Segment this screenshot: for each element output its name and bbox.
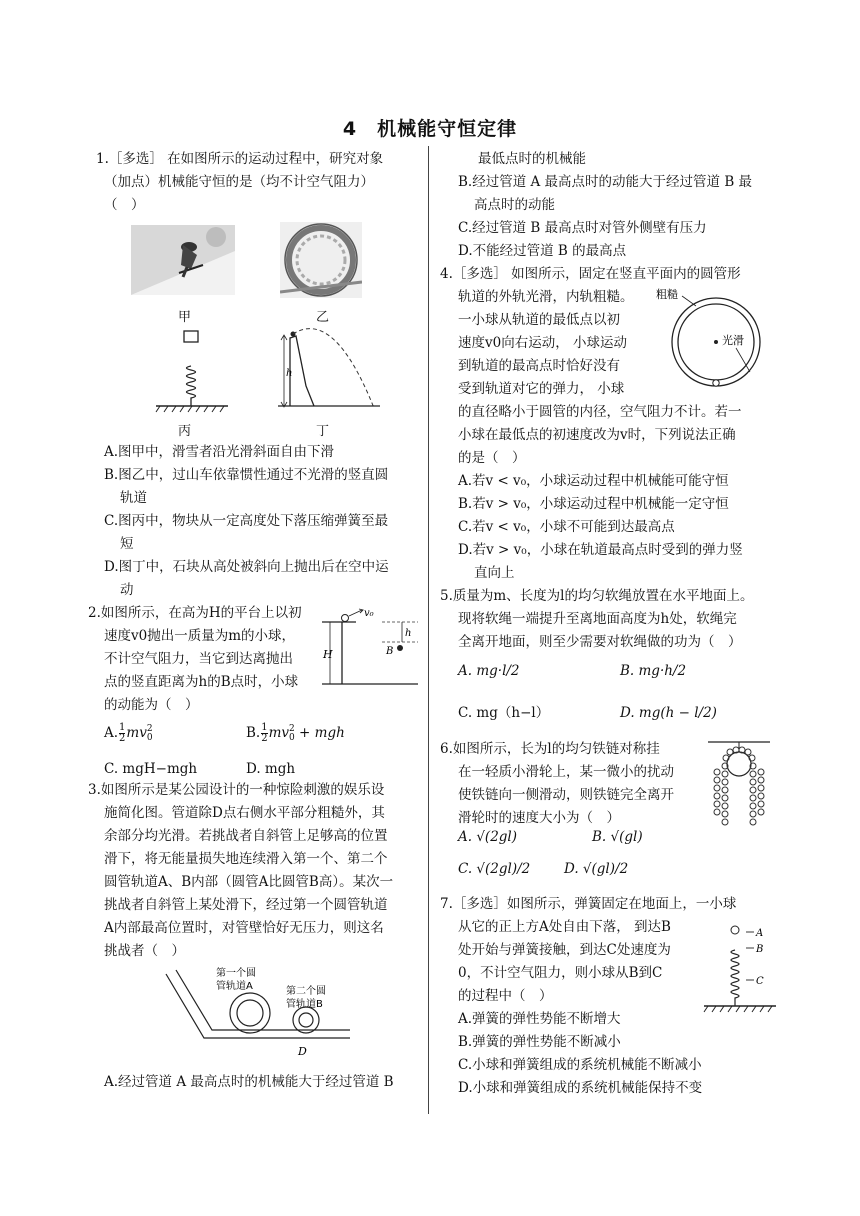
- block-spring-figure: [152, 328, 232, 414]
- q3-line-2: 施简化图。管道除D点右侧水平部分粗糙外，其: [104, 805, 385, 821]
- caption-bing: 丙: [178, 424, 192, 439]
- q4-line-4: 速度v0向右运动， 小球运动: [458, 335, 628, 351]
- q2-line-1: 2.如图所示，在高为H的平台上以初: [88, 605, 302, 621]
- q1-option-c: C.图丙中，物块从一定高度处下落压缩弹簧至最: [104, 513, 389, 529]
- q4-line-5: 到轨道的最高点时恰好没有: [458, 358, 620, 374]
- q4-line-1: 4.［多选］ 如图所示，固定在竖直平面内的圆管形: [440, 266, 741, 282]
- q4-option-d: D.若v > v₀，小球在轨道最高点时受到的弹力竖: [458, 542, 743, 558]
- q1-option-d: D.图丁中，石块从高处被斜向上抛出后在空中运: [104, 559, 389, 575]
- q4-line-6: 受到轨道对它的弹力， 小球: [458, 381, 625, 397]
- q3-line-8: 挑战者（ ）: [104, 943, 185, 959]
- q7-option-c: C.小球和弹簧组成的系统机械能不断减小: [458, 1057, 702, 1073]
- q7-line-4: 0，不计空气阻力，则小球从B到C: [458, 965, 663, 981]
- q5-option-a: A. mg·l/2: [458, 663, 520, 679]
- q4-line-7: 的直径略小于圆管的内径，空气阻力不计。若一: [458, 404, 742, 420]
- rough-label: 粗糙: [656, 288, 678, 301]
- point-a-label: A: [756, 928, 764, 939]
- q7-option-d: D.小球和弹簧组成的系统机械能保持不变: [458, 1080, 703, 1096]
- q1-line-3: （ ）: [104, 197, 145, 213]
- loop-a-label-2: 管轨道A: [216, 981, 253, 992]
- point-b-label: B: [386, 646, 394, 657]
- q4-option-b: B.若v > v₀，小球运动过程中机械能一定守恒: [458, 496, 729, 512]
- q5-option-d: D. mg(h − l/2): [620, 705, 717, 721]
- q4-line-3: 一小球从轨道的最低点以初: [458, 312, 620, 328]
- q7-line-1: 7.［多选］如图所示，弹簧固定在地面上，一小球: [440, 896, 737, 912]
- column-divider: [428, 146, 429, 1114]
- loop-a-label-1: 第一个圆: [216, 968, 256, 979]
- q3-option-b: B.经过管道 A 最高点时的动能大于经过管道 B 最: [458, 174, 753, 190]
- chain-pulley-figure: [706, 738, 772, 836]
- q1-line-2: （加点）机械能守恒的是（均不计空气阻力）: [104, 174, 374, 190]
- small-h-label: h: [405, 628, 412, 639]
- q3-option-a: A.经过管道 A 最高点时的机械能大于经过管道 B: [104, 1074, 394, 1090]
- ring-track-figure: [654, 280, 774, 392]
- q5-line-1: 5.质量为m、长度为l的均匀软绳放置在水平地面上。: [440, 588, 754, 604]
- platform-throw-figure: [322, 608, 418, 688]
- cliff-height-label: h: [286, 368, 293, 379]
- loop-track-figure: [164, 966, 354, 1062]
- point-d-label: D: [298, 1045, 307, 1058]
- skier-photo: [131, 225, 235, 295]
- smooth-label: 光滑: [722, 334, 744, 347]
- loop-b-label-1: 第二个圆: [286, 986, 326, 997]
- caption-jia: 甲: [178, 310, 192, 325]
- q3-line-1: 3.如图所示是某公园设计的一种惊险刺激的娱乐设: [88, 782, 385, 798]
- q1-option-c-cont: 短: [120, 536, 134, 552]
- q2-line-2: 速度v0抛出一质量为m的小球，: [104, 628, 296, 644]
- q2-option-c: C. mgH−mgh: [104, 761, 198, 777]
- q2-line-5: 的动能为（ ）: [104, 697, 199, 713]
- q3-option-a-cont: 最低点时的机械能: [478, 151, 586, 167]
- q3-line-7: A内部最高位置时，对管壁恰好无压力，则这名: [104, 920, 384, 936]
- q5-option-b: B. mg·h/2: [620, 663, 687, 679]
- q1-option-d-cont: 动: [120, 582, 134, 598]
- q6-option-b: B. √(gl): [592, 829, 643, 845]
- q2-option-b: B. $\frac{1}{2}$ mv 2 0 + mgh: [246, 722, 345, 744]
- q6-option-d: D. √(gl)/2: [564, 861, 629, 877]
- q7-line-2: 从它的正上方A处自由下落， 到达B: [458, 919, 671, 935]
- q5-line-2: 现将软绳一端提升至离地面高度为h处，软绳完: [458, 611, 737, 627]
- q3-line-3: 余部分均光滑。若挑战者自斜管上足够高的位置: [104, 828, 388, 844]
- ball-spring-figure: [700, 922, 780, 1014]
- point-b-label-q7: B: [756, 944, 764, 955]
- q2-line-4: 点的竖直距离为h的B点时，小球: [104, 674, 299, 690]
- q2-option-d: D. mgh: [246, 761, 296, 777]
- caption-ding: 丁: [316, 424, 330, 439]
- q6-line-4: 滑轮时的速度大小为（ ）: [458, 810, 620, 826]
- q1-option-a: A.图甲中，滑雪者沿光滑斜面自由下滑: [104, 444, 335, 460]
- q6-line-2: 在一轻质小滑轮上，某一微小的扰动: [458, 764, 674, 780]
- q4-line-2: 轨道的外轨光滑，内轨粗糙。: [458, 289, 634, 305]
- big-h-label: H: [323, 648, 333, 661]
- q3-line-4: 滑下，将无能量损失地连续滑入第一个、第二个: [104, 851, 388, 867]
- q4-option-c: C.若v < v₀，小球不可能到达最高点: [458, 519, 675, 535]
- q4-option-a: A.若v < v₀，小球运动过程中机械能可能守恒: [458, 473, 729, 489]
- projectile-cliff-figure: [276, 326, 382, 416]
- q1-option-b-cont: 轨道: [120, 490, 147, 506]
- page-title: 4 机械能守恒定律: [342, 118, 518, 140]
- q6-line-3: 使铁链向一侧滑动，则铁链完全离开: [458, 787, 674, 803]
- q6-option-a: A. √(2gl): [458, 829, 518, 845]
- loop-b-label-2: 管轨道B: [286, 999, 323, 1010]
- q3-line-5: 圆管轨道A、B内部（圆管A比圆管B高）。某次一: [104, 874, 394, 890]
- q7-option-b: B.弹簧的弹性势能不断减小: [458, 1034, 621, 1050]
- q7-line-5: 的过程中（ ）: [458, 988, 553, 1004]
- q6-line-1: 6.如图所示，长为l的均匀铁链对称挂: [440, 741, 660, 757]
- q2-option-a: A. $\frac{1}{2}$ mv 2 0: [104, 722, 153, 744]
- v0-label: v₀: [364, 608, 374, 619]
- q4-line-9: 的是（ ）: [458, 450, 526, 466]
- q3-option-c: C.经过管道 B 最高点时对管外侧壁有压力: [458, 220, 707, 236]
- q1-option-b: B.图乙中，过山车依靠惯性通过不光滑的竖直圆: [104, 467, 389, 483]
- roller-coaster-photo: [280, 222, 362, 298]
- q1-line-1: 1.［多选］ 在如图所示的运动过程中，研究对象: [96, 151, 384, 167]
- point-c-label: C: [756, 976, 764, 987]
- q3-line-6: 挑战者自斜管上某处滑下，经过第一个圆管轨道: [104, 897, 388, 913]
- q5-option-c: C. mg（h−l）: [458, 705, 550, 721]
- q5-line-3: 全离开地面，则至少需要对软绳做的功为（ ）: [458, 634, 742, 650]
- q7-option-a: A.弹簧的弹性势能不断增大: [458, 1011, 621, 1027]
- q2-line-3: 不计空气阻力，当它到达离抛出: [104, 651, 293, 667]
- q4-line-8: 小球在最低点的初速度改为v时，下列说法正确: [458, 427, 736, 443]
- q3-option-b-cont: 高点时的动能: [474, 197, 555, 213]
- q7-line-3: 处开始与弹簧接触，到达C处速度为: [458, 942, 671, 958]
- q6-option-c: C. √(2gl)/2: [458, 861, 531, 877]
- q3-option-d: D.不能经过管道 B 的最高点: [458, 243, 627, 259]
- caption-yi: 乙: [316, 310, 330, 325]
- q4-option-d-cont: 直向上: [474, 565, 515, 581]
